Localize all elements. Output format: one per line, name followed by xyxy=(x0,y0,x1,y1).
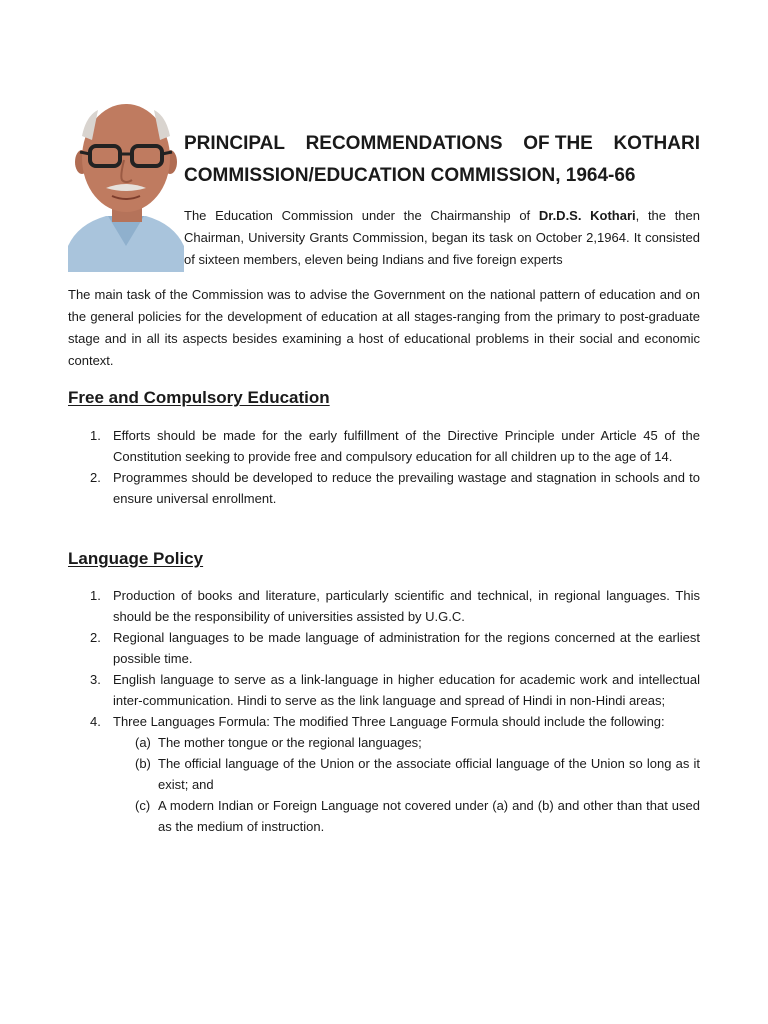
list-item-text: English language to serve as a link-language in higher education for academic work and intellectual inter-communication. Hindi to serve as the link language and spread of Hindi in non-Hindi areas; xyxy=(113,672,700,708)
three-language-sublist xyxy=(113,732,700,837)
sub-list-letter: (b) xyxy=(135,756,151,771)
list-item-text: Production of books and literature, particularly scientific and technical, in regional languages. This should be the responsibility of universities assisted by U.G.C. xyxy=(113,588,700,624)
sub-list-item-text: A modern Indian or Foreign Language not covered under (a) and (b) and other than that used as the medium of instruction. xyxy=(158,798,700,834)
list-item xyxy=(68,627,700,669)
title-word: KOTHARI xyxy=(613,133,700,154)
sub-list-item xyxy=(113,795,700,837)
free-education-list xyxy=(68,425,700,509)
title-line-2: COMMISSION/EDUCATION COMMISSION, 1964-66 xyxy=(184,165,636,186)
title-word: OF THE xyxy=(523,133,593,154)
list-number: 1. xyxy=(90,428,101,443)
intro-text-after: , the then Chairman, University Grants Commission, began its task on October 2,1964. It consisted of sixteen members, eleven being Indians and five foreign experts xyxy=(184,208,700,267)
title-line-1 xyxy=(184,128,700,160)
section-heading-free-education: Free and Compulsory Education xyxy=(68,388,330,407)
list-item xyxy=(68,669,700,711)
intro-text-before: The Education Commission under the Chairmanship of xyxy=(184,208,539,223)
section-heading-language-policy: Language Policy xyxy=(68,549,204,568)
list-item-text: Three Languages Formula: The modified Three Language Formula should include the following: xyxy=(113,714,665,729)
list-number: 2. xyxy=(90,630,101,645)
sub-list-letter: (a) xyxy=(135,735,151,750)
title-word: PRINCIPAL xyxy=(184,133,285,154)
sub-list-item xyxy=(113,753,700,795)
sub-list-letter: (c) xyxy=(135,798,151,813)
list-item-text: Efforts should be made for the early fulfillment of the Directive Principle under Article 45 of the Constitution seeking to provide free and compulsory education for all children up to the age of 14. xyxy=(113,428,700,464)
language-policy-list xyxy=(68,585,700,837)
list-item-text: Regional languages to be made language of administration for the regions concerned at the earliest possible time. xyxy=(113,630,700,666)
list-item-text: Programmes should be developed to reduce the prevailing wastage and stagnation in schools and to ensure universal enrollment. xyxy=(113,470,700,506)
list-number: 4. xyxy=(90,714,101,729)
title-word: RECOMMENDATIONS xyxy=(305,133,503,154)
list-number: 2. xyxy=(90,470,101,485)
sub-list-item-text: The mother tongue or the regional languages; xyxy=(158,735,422,750)
intro-paragraph xyxy=(184,205,700,271)
list-item xyxy=(68,425,700,467)
list-item xyxy=(68,711,700,837)
list-item xyxy=(68,467,700,509)
sub-list-item-text: The official language of the Union or the associate official language of the Union so long as it exist; and xyxy=(158,756,700,792)
chairman-name: Dr.D.S. Kothari xyxy=(538,208,636,223)
portrait-photo xyxy=(68,96,184,272)
list-number: 3. xyxy=(90,672,101,687)
list-number: 1. xyxy=(90,588,101,603)
main-task-paragraph: The main task of the Commission was to advise the Government on the national pattern of education and on the general policies for the development of education at all stages-ranging from the primary to post-graduate stage and in all its aspects besides examining a host of educational problems in their social and economic context. xyxy=(68,287,700,368)
document-title xyxy=(184,128,700,192)
sub-list-item xyxy=(113,732,700,753)
list-item xyxy=(68,585,700,627)
